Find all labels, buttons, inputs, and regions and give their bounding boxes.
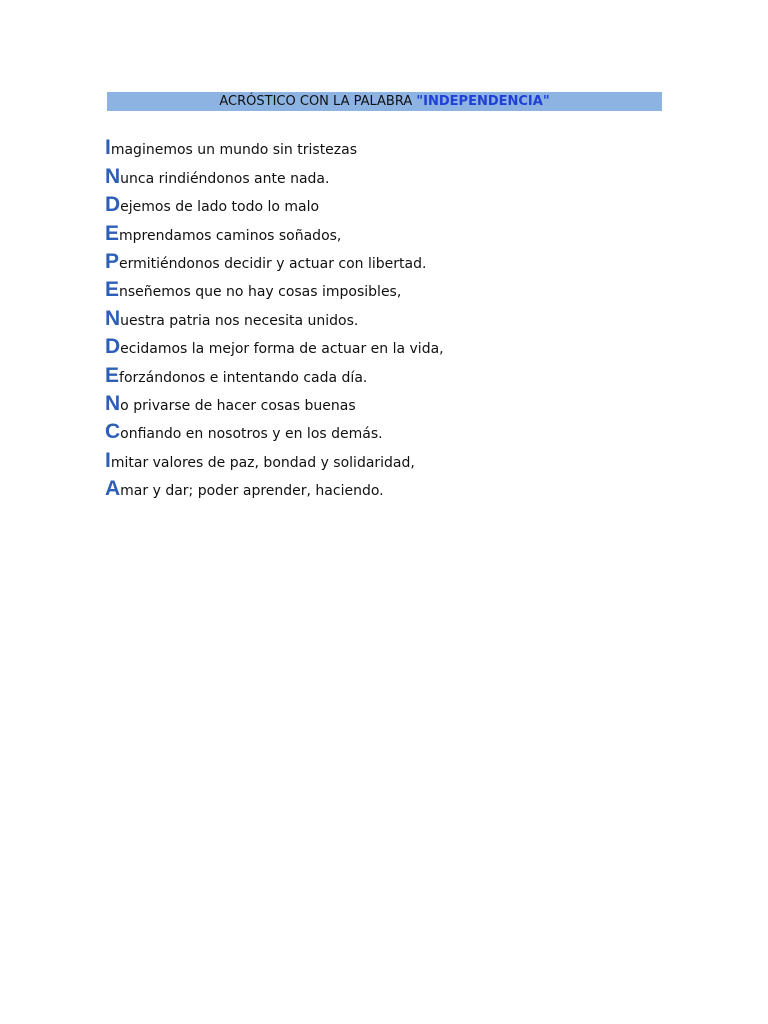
poem-line	[105, 187, 444, 215]
acrostic-poem	[105, 130, 444, 499]
poem-line	[105, 130, 444, 158]
poem-text: mitar valores de paz, bondad y solidaridad,	[110, 454, 415, 471]
poem-initial: D	[105, 335, 121, 359]
poem-text: o privarse de hacer cosas buenas	[120, 397, 356, 414]
poem-line	[105, 329, 444, 357]
poem-text: maginemos un mundo sin tristezas	[110, 142, 358, 159]
poem-text: ecidamos la mejor forma de actuar en la vida,	[120, 341, 444, 358]
poem-text: onfiando en nosotros y en los demás.	[120, 426, 383, 443]
poem-initial: P	[105, 249, 120, 273]
poem-initial: A	[105, 477, 121, 501]
poem-text: ejemos de lado todo lo malo	[120, 199, 320, 216]
poem-initial: I	[105, 136, 111, 160]
poem-initial: C	[105, 420, 121, 444]
poem-initial: N	[105, 391, 121, 415]
poem-line	[105, 414, 444, 442]
title-word: "INDEPENDENCIA"	[416, 94, 550, 109]
poem-line	[105, 386, 444, 414]
page-title	[107, 92, 662, 111]
poem-text: forzándonos e intentando cada día.	[119, 369, 368, 386]
poem-line	[105, 272, 444, 300]
poem-initial: E	[105, 363, 120, 387]
poem-initial: E	[105, 221, 120, 245]
poem-line	[105, 357, 444, 385]
poem-line	[105, 471, 444, 499]
poem-initial: I	[105, 448, 111, 472]
poem-text: mar y dar; poder aprender, haciendo.	[120, 483, 384, 500]
poem-line	[105, 158, 444, 186]
poem-initial: D	[105, 193, 121, 217]
poem-line	[105, 300, 444, 328]
poem-initial: N	[105, 164, 121, 188]
poem-initial: N	[105, 306, 121, 330]
poem-text: unca rindiéndonos ante nada.	[120, 170, 330, 187]
poem-line	[105, 215, 444, 243]
title-prefix: ACRÓSTICO CON LA PALABRA	[219, 94, 417, 109]
poem-text: nseñemos que no hay cosas imposibles,	[119, 284, 402, 301]
poem-text: ermitiéndonos decidir y actuar con libertad.	[119, 255, 427, 272]
poem-text: mprendamos caminos soñados,	[119, 227, 342, 244]
poem-line	[105, 442, 444, 470]
poem-text: uestra patria nos necesita unidos.	[120, 312, 359, 329]
poem-line	[105, 244, 444, 272]
poem-initial: E	[105, 278, 120, 302]
